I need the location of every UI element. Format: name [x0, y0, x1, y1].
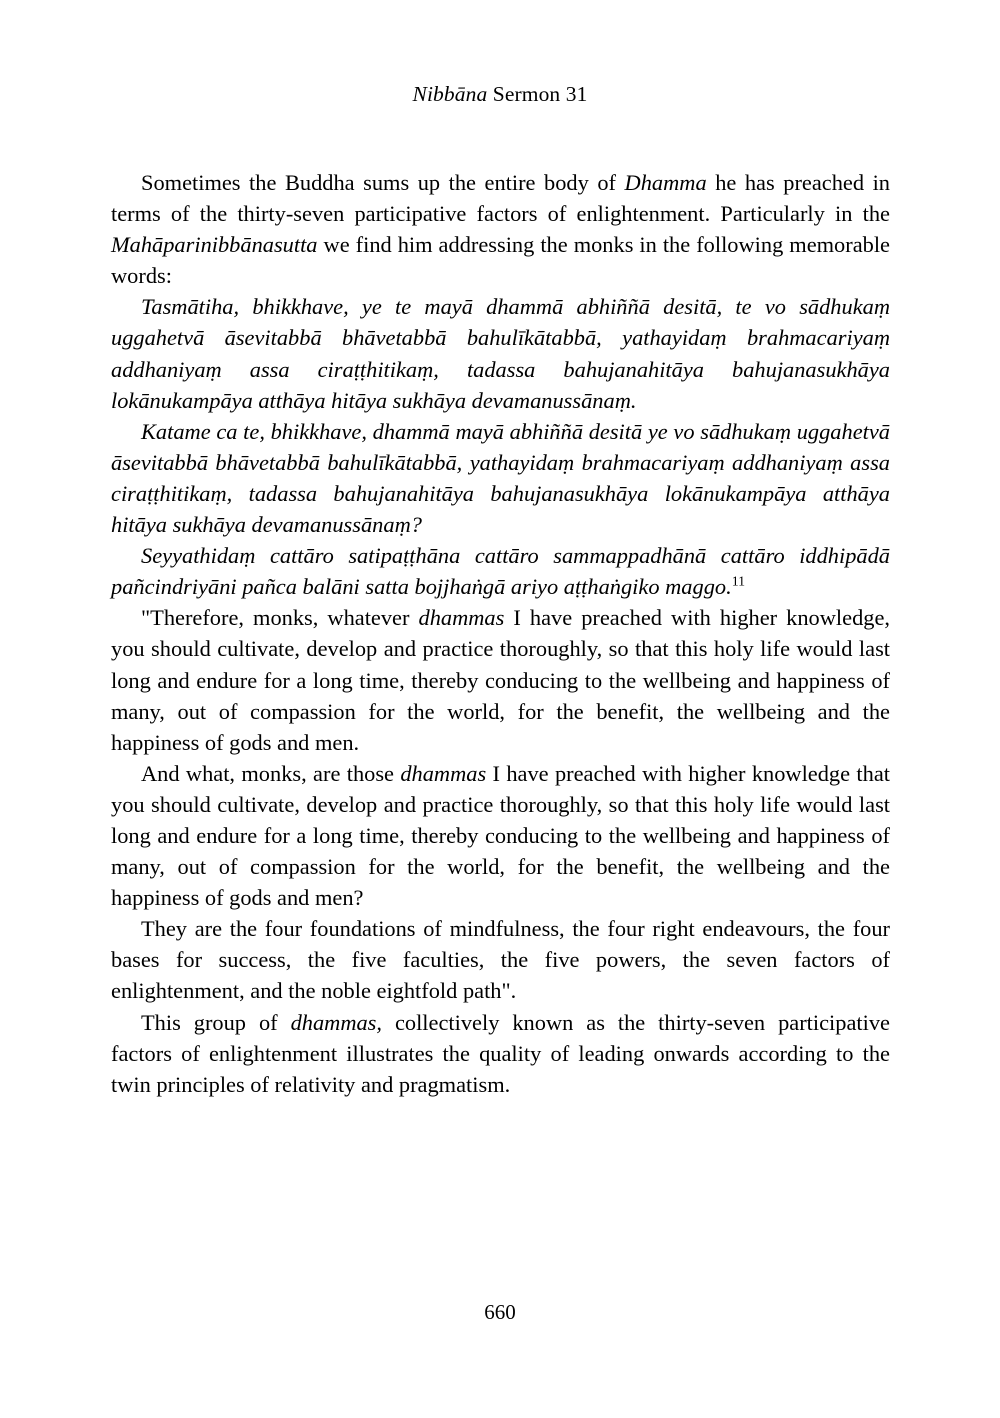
footnote-reference[interactable]: 11 [731, 574, 746, 590]
italic-term: dhammas [418, 605, 505, 631]
running-head-sermon-number: Sermon 31 [487, 82, 588, 106]
running-head-book-title: Nibbāna [412, 82, 488, 106]
page-number: 660 [484, 1300, 516, 1324]
paragraph-pali-quote-1: Tasmātiha, bhikkhave, ye te mayā dhammā abhiññā desitā, te vo sādhukaṃ uggahetvā āsevitabbā bhāvetabbā bahulīkātabbā, yathayidaṃ brahmacariyaṃ addhaniyaṃ assa ciraṭṭhitikaṃ, tadassa bahujanahitāya bahujanasukhāya lokānukampāya atthāya hitāya sukhāya devamanussānaṃ. [111, 294, 890, 413]
paragraph-translation-2: And what, monks, are those dhammas I have preached with higher knowledge that you should cultivate, develop and practice thoroughly, so that this holy life would last long and endure for a long time, thereby conducing to the wellbeing and happiness of many, out of compassion for the world, for the benefit, the wellbeing and the happiness of gods and men? [111, 760, 890, 911]
italic-term: Mahāparinibbānasutta [111, 232, 318, 258]
italic-term: dhammas [400, 760, 487, 786]
paragraph-translation-3: They are the four foundations of mindfulness, the four right endeavours, the four bases for success, the five faculties, the five powers, the seven factors of enlightenment, and the noble eightfold path". [111, 916, 890, 1004]
paragraph-pali-quote-3: Seyyathidaṃ cattāro satipaṭṭhāna cattāro sammappadhānā cattāro iddhipādā pañcindriyāni pañca balāni satta bojjhaṅgā ariyo aṭṭhaṅgiko maggo.$^{11}$ [111, 543, 890, 600]
running-head [0, 82, 1000, 108]
italic-term: Dhamma [624, 170, 707, 195]
paragraph-translation-1: "Therefore, monks, whatever dhammas I have preached with higher knowledge, you should cultivate, develop and practice thoroughly, so that this holy life would last long and endure for a long time, thereby conducing to the wellbeing and happiness of many, out of compassion for the world, for the benefit, the wellbeing and the happiness of gods and men. [111, 605, 890, 755]
paragraph-pali-quote-2: Katame ca te, bhikkhave, dhammā mayā abhiññā desitā ye vo sādhukaṃ uggahetvā āsevitabbā bhāvetabbā bahulīkātabbā, yathayidaṃ brahmacariyaṃ addhaniyaṃ assa ciraṭṭhitikaṃ, tadassa bahujanahitāya bahujanasukhāya lokānukampāya atthāya hitāya sukhāya devamanussānaṃ? [111, 418, 890, 538]
body-text-block [111, 167, 890, 1100]
paragraph-closing: This group of dhammas, collectively known as the thirty-seven participative factors of enlightenment illustrates the quality of leading onwards according to the twin principles of relativity and pragmatism. [111, 1009, 890, 1097]
paragraph-intro: Sometimes the Buddha sums up the entire body of Dhamma he has preached in terms of the thirty-seven participative factors of enlightenment. Particularly in the Mahāparinibbānasutta we find him addressing the monks in the following memorable words: [111, 170, 890, 289]
italic-term: dhammas, [290, 1009, 382, 1035]
